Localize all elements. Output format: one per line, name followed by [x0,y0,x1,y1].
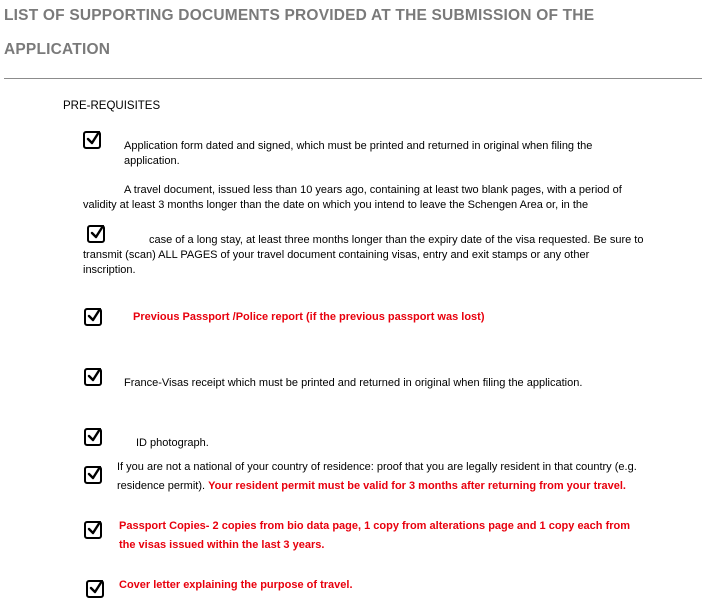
checked-checkbox-icon [84,368,102,386]
travel-document-line2: validity at least 3 months longer than the date on which you intend to leave the Schengen Area or, in the [83,199,589,211]
residence-line2-highlight: Your resident permit must be valid for 3 months after returning from your travel. [208,480,626,492]
checked-checkbox-icon [84,466,102,484]
passport-copies-line1: Passport Copies- 2 copies from bio data page, 1 copy from alterations page and 1 copy each from [119,520,631,532]
travel-document-line3: case of a long stay, at least three months longer than the expiry date of the visa requested. Be sure to [149,234,644,246]
checked-checkbox-icon [86,580,104,598]
residence-line2-plain: residence permit). [117,480,206,492]
travel-document-line5: inscription. [83,264,136,276]
checked-checkbox-icon [84,521,102,539]
travel-document-line1: A travel document, issued less than 10 years ago, containing at least two blank pages, with a period of [124,184,622,196]
previous-passport-text: Previous Passport /Police report (if the previous passport was lost) [133,311,485,323]
title-divider [4,78,702,79]
residence-line2 [117,479,626,494]
application-form-line2: application. [124,155,180,167]
document-title-line1: LIST OF SUPPORTING DOCUMENTS PROVIDED AT THE SUBMISSION OF THE [4,7,595,24]
id-photograph-text: ID photograph. [136,437,209,449]
passport-copies-line2: the visas issued within the last 3 years. [119,539,325,551]
application-form-line1: Application form dated and signed, which must be printed and returned in original when filing the [124,140,593,152]
checked-checkbox-icon [84,308,102,326]
travel-document-line4: transmit (scan) ALL PAGES of your travel document containing visas, entry and exit stamps or any other [83,249,590,261]
document-title-line2: APPLICATION [4,41,111,58]
checked-checkbox-icon [87,225,105,243]
checked-checkbox-icon [83,131,101,149]
section-heading: PRE-REQUISITES [63,100,161,112]
residence-line1: If you are not a national of your country of residence: proof that you are legally resident in that country (e.g. [117,461,637,473]
france-visas-receipt-text: France-Visas receipt which must be printed and returned in original when filing the application. [124,377,583,389]
cover-letter-text: Cover letter explaining the purpose of travel. [119,579,353,591]
checked-checkbox-icon [84,428,102,446]
